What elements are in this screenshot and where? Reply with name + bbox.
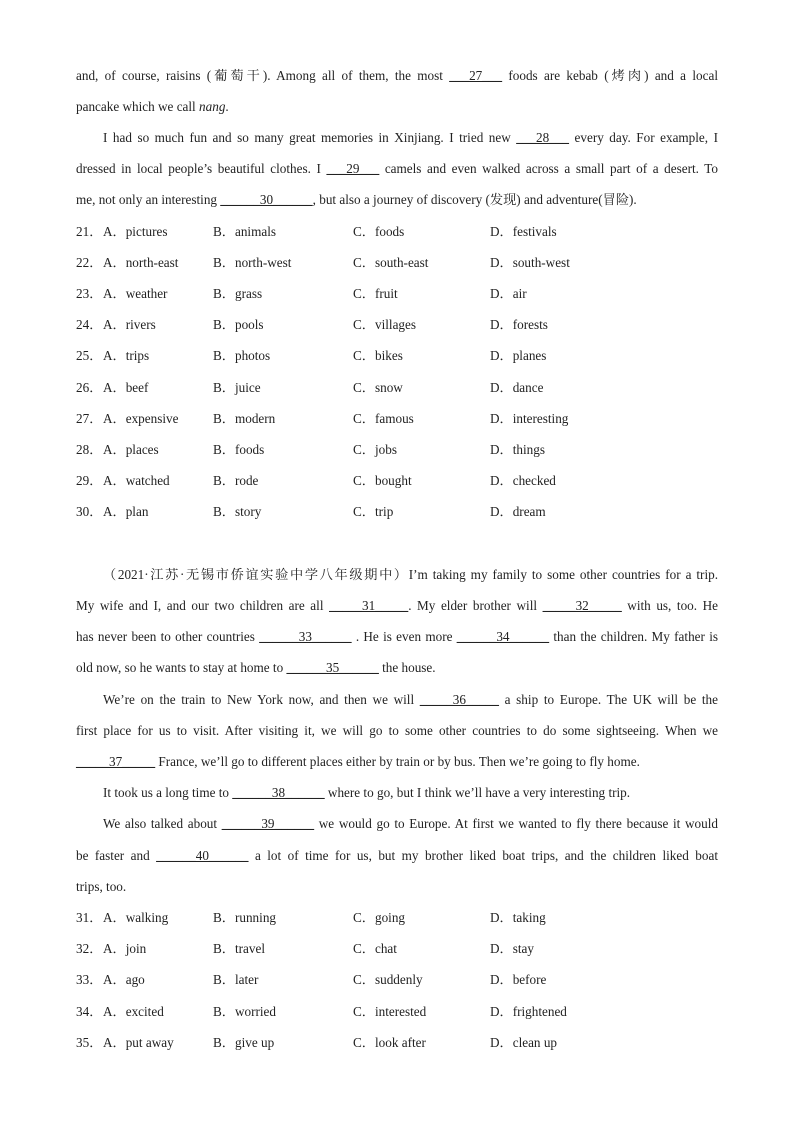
option-c: C．bought [353, 473, 412, 488]
question-number: 23． [76, 286, 103, 301]
text: I had so much fun and so many great memories in Xinjiang. I tried new [103, 130, 517, 145]
option-a: A．trips [103, 348, 150, 363]
question-row [76, 411, 718, 427]
question-number: 33． [76, 972, 103, 987]
option-d: D．clean up [490, 1035, 558, 1050]
question-row [76, 473, 718, 489]
option-c: C．jobs [353, 442, 397, 457]
blank-39: ______39______ [221, 816, 315, 831]
text: we would go to Europe. At first we wanted to fly there because it would [314, 816, 718, 831]
blank-29: ___29___ [326, 161, 380, 176]
option-d: D．dance [490, 380, 544, 395]
text: be faster and [76, 848, 157, 863]
option-d: D．before [490, 972, 547, 987]
passage2-line [103, 567, 718, 583]
blank-34: ______34______ [456, 629, 550, 644]
option-a: A．ago [103, 972, 145, 987]
question-row [76, 317, 718, 333]
option-a: A．excited [103, 1004, 164, 1019]
blank-30: ______30______ [220, 192, 313, 207]
option-b: B．modern [213, 411, 276, 426]
option-c: C．going [353, 910, 406, 925]
passage1-line [103, 130, 718, 146]
text: dressed in local people’s beautiful clothes. I [76, 161, 327, 176]
question-row [76, 286, 718, 302]
option-b: B．give up [213, 1035, 275, 1050]
blank-32: _____32_____ [542, 598, 622, 613]
question-row [76, 348, 718, 364]
question-row [76, 941, 718, 957]
blank-38: ______38______ [232, 785, 325, 800]
option-b: B．running [213, 910, 277, 925]
text: where to go, but I think we’ll have a very interesting trip. [324, 785, 631, 800]
passage2-line [103, 692, 718, 708]
option-b: B．story [213, 504, 262, 519]
passage2-line [76, 660, 718, 676]
option-b: B．worried [213, 1004, 276, 1019]
passage2-line [76, 598, 718, 614]
option-c: C．bikes [353, 348, 403, 363]
option-a: A．expensive [103, 411, 179, 426]
option-c: C．fruit [353, 286, 398, 301]
option-d: D．south-west [490, 255, 570, 270]
option-a: A．rivers [103, 317, 156, 332]
text: . He is even more [351, 629, 457, 644]
blank-35: ______35______ [286, 660, 379, 675]
question-row [76, 380, 718, 396]
text: pancake which we call [76, 99, 200, 114]
option-a: A．walking [103, 910, 169, 925]
option-c: C．suddenly [353, 972, 423, 987]
italic-word: nang [199, 99, 226, 114]
question-row [76, 1004, 718, 1020]
question-number: 28． [76, 442, 103, 457]
text: the house. [378, 660, 436, 675]
option-a: A．watched [103, 473, 170, 488]
option-b: B．pools [213, 317, 264, 332]
passage2-line [103, 816, 718, 832]
option-d: D．frightened [490, 1004, 567, 1019]
option-c: C．look after [353, 1035, 426, 1050]
text: We’re on the train to New York now, and then we will [103, 692, 420, 707]
text: a ship to Europe. The UK will be the [498, 692, 718, 707]
passage1-line [76, 192, 718, 208]
text: It took us a long time to [103, 785, 233, 800]
option-a: A．put away [103, 1035, 174, 1050]
blank-36: _____36_____ [419, 692, 499, 707]
option-d: D．planes [490, 348, 547, 363]
option-d: D．festivals [490, 224, 557, 239]
passage2-line [76, 754, 718, 770]
passage1-line [76, 161, 718, 177]
option-d: D．stay [490, 941, 534, 956]
text: first place for us to visit. After visiting it, we will go to some other countries to do some sightseeing. When we [76, 723, 718, 738]
text: than the children. My father is [549, 629, 719, 644]
option-c: C．famous [353, 411, 414, 426]
question-number: 31． [76, 910, 103, 925]
option-a: A．pictures [103, 224, 168, 239]
question-number: 24． [76, 317, 103, 332]
question-row [76, 1035, 718, 1051]
text: . [225, 99, 229, 114]
option-b: B．grass [213, 286, 263, 301]
option-a: A．beef [103, 380, 149, 395]
option-c: C．trip [353, 504, 394, 519]
text: with us, too. He [621, 598, 719, 613]
text: trips, too. [76, 879, 127, 894]
question-row [76, 504, 718, 520]
option-d: D．air [490, 286, 527, 301]
text: foods are kebab (烤肉) and a local [502, 68, 718, 83]
option-c: C．foods [353, 224, 405, 239]
text: has never been to other countries [76, 629, 260, 644]
passage2-line [76, 848, 718, 864]
text: France, we’ll go to different places either by train or by bus. Then we’re going to fly home. [155, 754, 640, 769]
text: a lot of time for us, but my brother liked boat trips, and the children liked boat [248, 848, 718, 863]
blank-27: ___27___ [449, 68, 503, 83]
text: me, not only an interesting [76, 192, 221, 207]
option-c: C．chat [353, 941, 397, 956]
option-b: B．rode [213, 473, 259, 488]
text: , but also a journey of discovery (发现) and adventure(冒险). [312, 192, 637, 207]
question-row [76, 910, 718, 926]
option-c: C．south-east [353, 255, 429, 270]
blank-37: _____37_____ [76, 754, 156, 769]
passage1-line [76, 68, 718, 84]
option-d: D．things [490, 442, 545, 457]
question-row [76, 442, 718, 458]
question-number: 34． [76, 1004, 103, 1019]
passage2-line [76, 879, 718, 895]
question-number: 27． [76, 411, 103, 426]
blank-33: ______33______ [259, 629, 352, 644]
question-number: 30． [76, 504, 103, 519]
question-number: 25． [76, 348, 103, 363]
option-d: D．dream [490, 504, 546, 519]
text: . My elder brother will [408, 598, 543, 613]
text: every day. For example, I [569, 130, 718, 145]
passage2-line [76, 629, 718, 645]
question-number: 22． [76, 255, 103, 270]
option-b: B．photos [213, 348, 271, 363]
option-b: B．north-west [213, 255, 292, 270]
passage1-line [76, 99, 718, 115]
question-row [76, 255, 718, 271]
text: and, of course, raisins (葡萄干). Among all of them, the most [76, 68, 450, 83]
passage2-line [103, 785, 718, 801]
text: camels and even walked across a small part of a desert. To [379, 161, 719, 176]
option-a: A．join [103, 941, 147, 956]
question-row [76, 972, 718, 988]
text: My wife and I, and our two children are all [76, 598, 330, 613]
text: （2021·江苏·无锡市侨谊实验中学八年级期中）I’m taking my family to some other countries for a trip. [103, 567, 718, 582]
question-number: 32． [76, 941, 103, 956]
option-b: B．foods [213, 442, 265, 457]
text: We also talked about [103, 816, 222, 831]
option-d: D．forests [490, 317, 548, 332]
option-a: A．north-east [103, 255, 179, 270]
option-a: A．weather [103, 286, 168, 301]
option-a: A．plan [103, 504, 149, 519]
question-number: 26． [76, 380, 103, 395]
option-d: D．taking [490, 910, 546, 925]
text: old now, so he wants to stay at home to [76, 660, 287, 675]
option-b: B．juice [213, 380, 261, 395]
option-b: B．later [213, 972, 259, 987]
passage2-line [76, 723, 718, 739]
question-number: 21． [76, 224, 103, 239]
blank-40: ______40______ [156, 848, 249, 863]
option-c: C．snow [353, 380, 403, 395]
option-a: A．places [103, 442, 159, 457]
option-b: B．travel [213, 941, 266, 956]
question-number: 29． [76, 473, 103, 488]
option-c: C．villages [353, 317, 417, 332]
blank-31: _____31_____ [329, 598, 409, 613]
blank-28: ___28___ [516, 130, 570, 145]
option-b: B．animals [213, 224, 277, 239]
option-c: C．interested [353, 1004, 427, 1019]
option-d: D．interesting [490, 411, 569, 426]
option-d: D．checked [490, 473, 556, 488]
question-number: 35． [76, 1035, 103, 1050]
question-row [76, 224, 718, 240]
